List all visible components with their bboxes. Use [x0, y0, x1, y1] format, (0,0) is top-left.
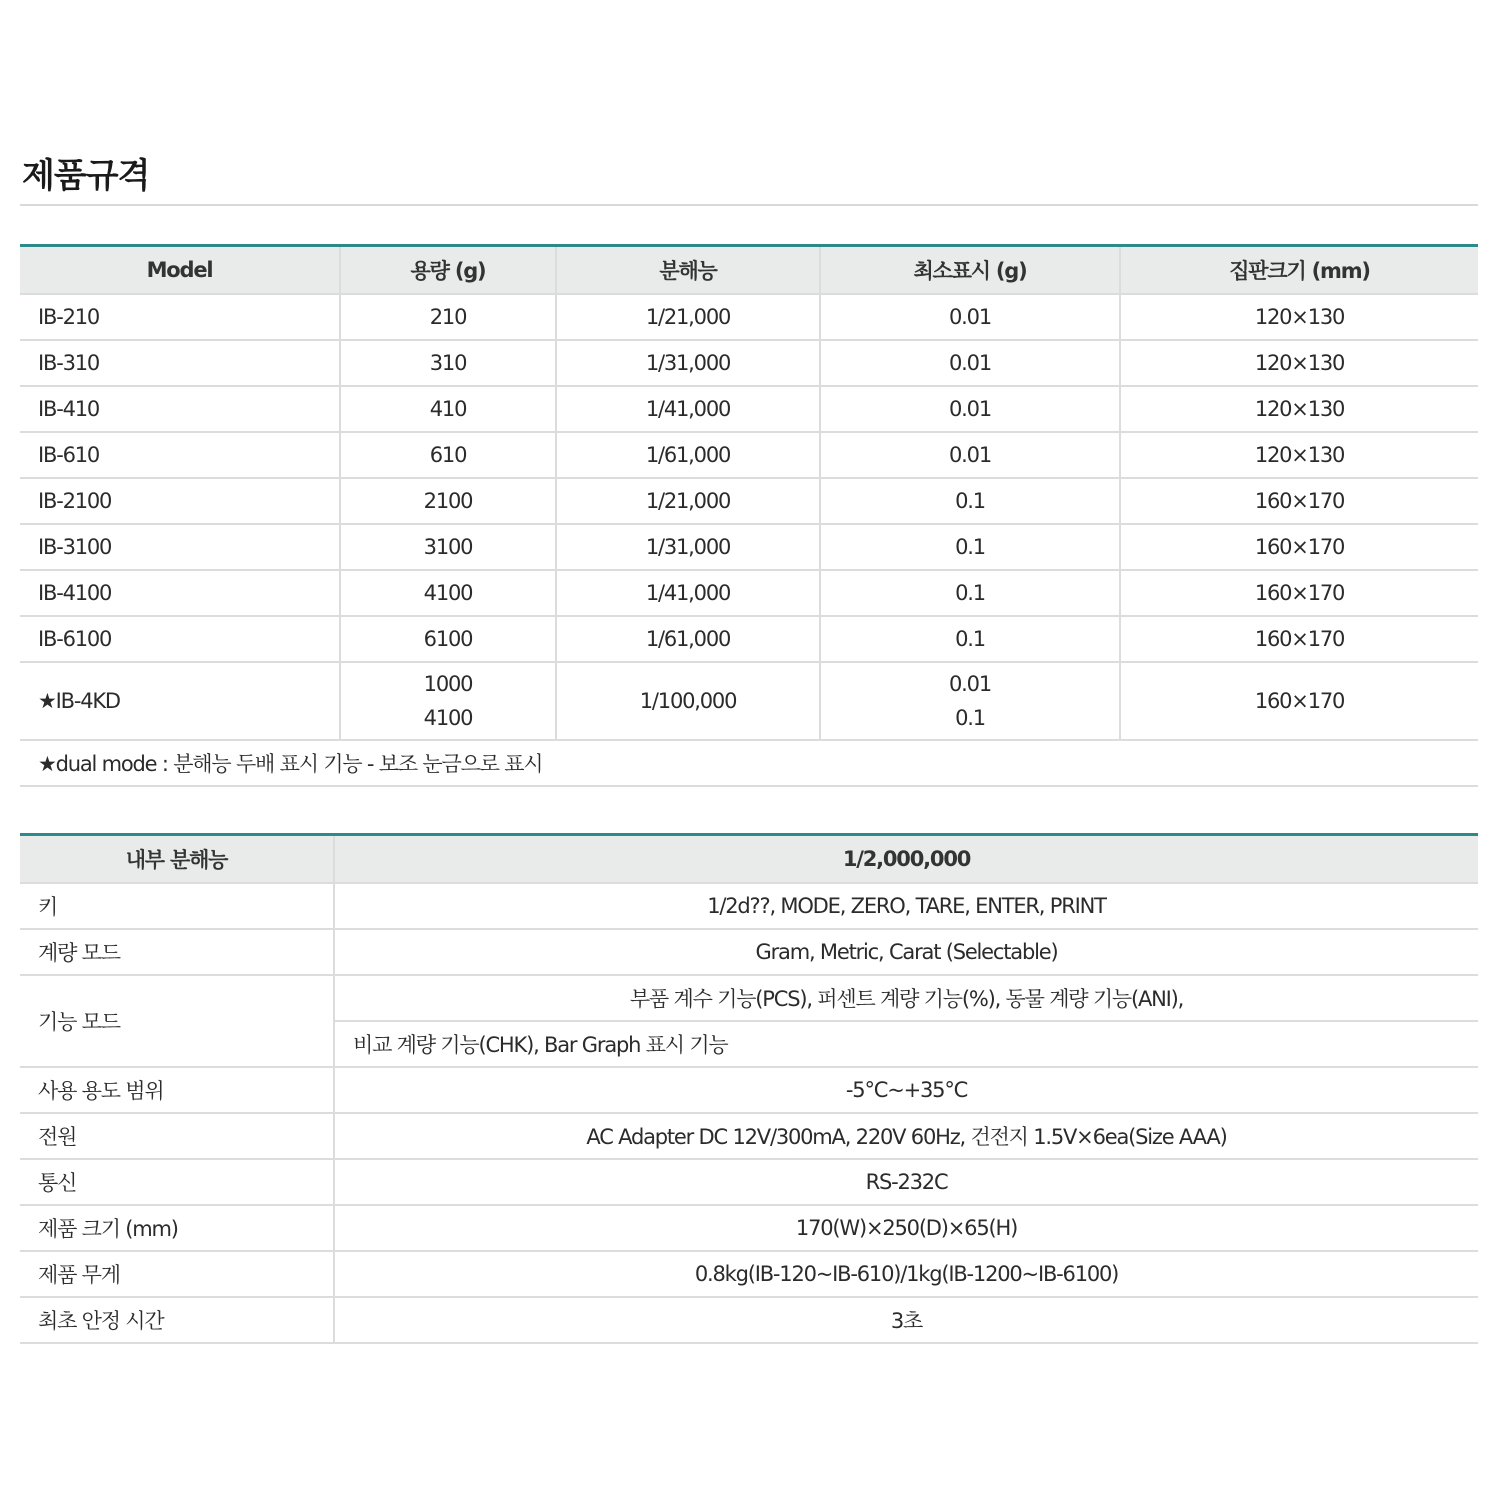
pan-size-cell: 120×130 — [1120, 294, 1478, 340]
capacity-cell: 3100 — [340, 524, 556, 570]
pan-size-cell: 160×170 — [1120, 524, 1478, 570]
feature-label: 최초 안정 시간 — [20, 1297, 334, 1343]
feature-label: 전원 — [20, 1113, 334, 1159]
pan-size-cell: 160×170 — [1120, 662, 1478, 740]
header-pan-size: 집판크기 (mm) — [1120, 246, 1478, 295]
model-cell: IB-610 — [20, 432, 340, 478]
resolution-cell: 1/31,000 — [556, 340, 820, 386]
model-cell: IB-2100 — [20, 478, 340, 524]
min-display-cell: 0.1 — [820, 616, 1120, 662]
capacity-cell: 410 — [340, 386, 556, 432]
min-display-cell: 0.01 — [820, 432, 1120, 478]
table-row — [20, 1297, 1478, 1343]
table-row — [20, 386, 1478, 432]
table-row — [20, 294, 1478, 340]
header-model: Model — [20, 246, 340, 295]
table-row — [20, 570, 1478, 616]
model-cell: IB-310 — [20, 340, 340, 386]
capacity-value-2: 4100 — [423, 706, 473, 730]
table-row — [20, 478, 1478, 524]
min-display-value-1: 0.01 — [949, 672, 991, 696]
capacity-cell: 4100 — [340, 570, 556, 616]
resolution-cell: 1/41,000 — [556, 386, 820, 432]
header-resolution: 분해능 — [556, 246, 820, 295]
feature-value: Gram, Metric, Carat (Selectable) — [334, 929, 1478, 975]
spec-table — [20, 244, 1478, 787]
feature-value: -5°C~+35°C — [334, 1067, 1478, 1113]
feature-label: 통신 — [20, 1159, 334, 1205]
resolution-cell: 1/100,000 — [556, 662, 820, 740]
resolution-cell: 1/31,000 — [556, 524, 820, 570]
min-display-cell: 0.01 — [820, 340, 1120, 386]
resolution-cell: 1/41,000 — [556, 570, 820, 616]
feature-label: 계량 모드 — [20, 929, 334, 975]
model-cell: IB-4100 — [20, 570, 340, 616]
model-cell: ★IB-4KD — [20, 662, 340, 740]
feature-value: 부품 계수 기능(PCS), 퍼센트 계량 기능(%), 동물 계량 기능(ANI), — [334, 975, 1478, 1021]
model-cell: IB-6100 — [20, 616, 340, 662]
header-internal-resolution-value: 1/2,000,000 — [334, 835, 1478, 884]
page-title: 제품규격 — [22, 156, 150, 196]
pan-size-cell: 160×170 — [1120, 570, 1478, 616]
table-row-dual-mode — [20, 662, 1478, 740]
feature-label: 키 — [20, 883, 334, 929]
table-row — [20, 432, 1478, 478]
feature-value: 비교 계량 기능(CHK), Bar Graph 표시 기능 — [334, 1021, 1478, 1067]
table-row — [20, 1205, 1478, 1251]
min-display-value-2: 0.1 — [955, 706, 985, 730]
note-row — [20, 740, 1478, 786]
table-row — [20, 1113, 1478, 1159]
min-display-cell — [820, 662, 1120, 740]
min-display-cell: 0.01 — [820, 386, 1120, 432]
table-row — [20, 975, 1478, 1021]
title-divider — [20, 204, 1478, 206]
capacity-cell — [340, 662, 556, 740]
capacity-cell: 310 — [340, 340, 556, 386]
feature-label: 제품 무게 — [20, 1251, 334, 1297]
header-min-display: 최소표시 (g) — [820, 246, 1120, 295]
table-row — [20, 1159, 1478, 1205]
pan-size-cell: 120×130 — [1120, 340, 1478, 386]
table-row — [20, 883, 1478, 929]
min-display-cell: 0.1 — [820, 524, 1120, 570]
dual-mode-note: ★dual mode : 분해능 두배 표시 기능 - 보조 눈금으로 표시 — [20, 740, 1478, 786]
header-internal-resolution-label: 내부 분해능 — [20, 835, 334, 884]
pan-size-cell: 120×130 — [1120, 386, 1478, 432]
table-row — [20, 1067, 1478, 1113]
table-row — [20, 616, 1478, 662]
table-row — [20, 524, 1478, 570]
min-display-cell: 0.01 — [820, 294, 1120, 340]
model-cell: IB-3100 — [20, 524, 340, 570]
feature-label: 사용 용도 범위 — [20, 1067, 334, 1113]
capacity-value-1: 1000 — [423, 672, 473, 696]
feature-value: 1/2d??, MODE, ZERO, TARE, ENTER, PRINT — [334, 883, 1478, 929]
pan-size-cell: 120×130 — [1120, 432, 1478, 478]
feature-value: 170(W)×250(D)×65(H) — [334, 1205, 1478, 1251]
feature-value: 0.8kg(IB-120~IB-610)/1kg(IB-1200~IB-6100) — [334, 1251, 1478, 1297]
feature-value: AC Adapter DC 12V/300mA, 220V 60Hz, 건전지 1.5V×6ea(Size AAA) — [334, 1113, 1478, 1159]
pan-size-cell: 160×170 — [1120, 478, 1478, 524]
table-row — [20, 340, 1478, 386]
table-row — [20, 1251, 1478, 1297]
capacity-cell: 2100 — [340, 478, 556, 524]
feature-value: RS-232C — [334, 1159, 1478, 1205]
capacity-cell: 210 — [340, 294, 556, 340]
pan-size-cell: 160×170 — [1120, 616, 1478, 662]
min-display-cell: 0.1 — [820, 570, 1120, 616]
resolution-cell: 1/61,000 — [556, 432, 820, 478]
resolution-cell: 1/21,000 — [556, 294, 820, 340]
capacity-cell: 610 — [340, 432, 556, 478]
min-display-cell: 0.1 — [820, 478, 1120, 524]
feature-label: 기능 모드 — [20, 975, 334, 1067]
feature-value: 3초 — [334, 1297, 1478, 1343]
feature-header-row — [20, 835, 1478, 884]
model-cell: IB-410 — [20, 386, 340, 432]
model-cell: IB-210 — [20, 294, 340, 340]
spec-header-row — [20, 246, 1478, 295]
table-row — [20, 929, 1478, 975]
resolution-cell: 1/61,000 — [556, 616, 820, 662]
feature-label: 제품 크기 (mm) — [20, 1205, 334, 1251]
feature-table — [20, 833, 1478, 1344]
capacity-cell: 6100 — [340, 616, 556, 662]
resolution-cell: 1/21,000 — [556, 478, 820, 524]
header-capacity: 용량 (g) — [340, 246, 556, 295]
